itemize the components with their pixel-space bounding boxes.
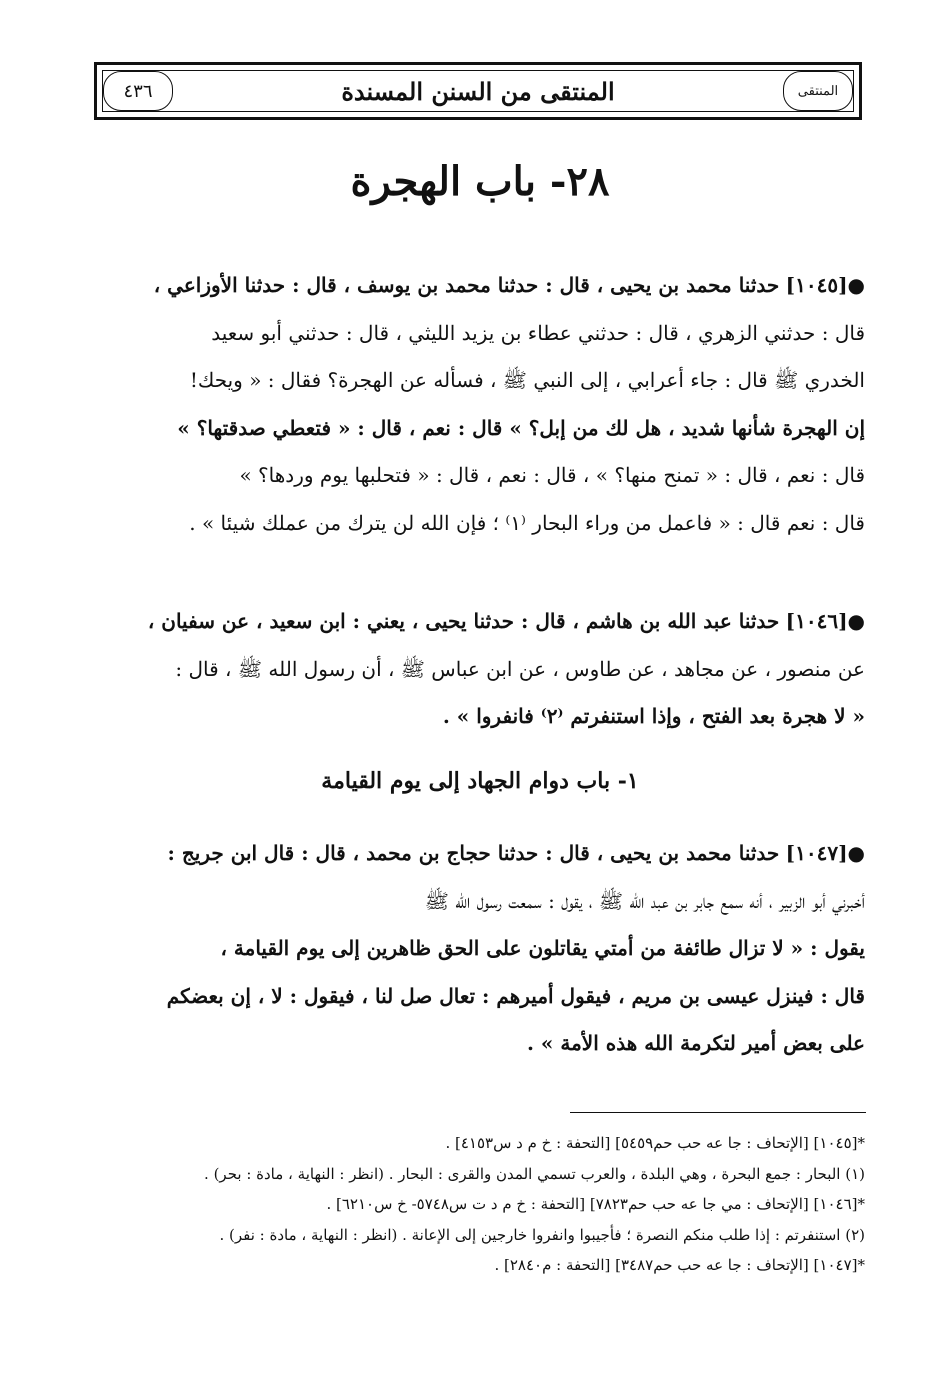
hadith-number: [١٠٤٧] (785, 841, 848, 865)
hadith-number: [١٠٤٦] (785, 609, 848, 633)
hadith-1045 (95, 262, 865, 547)
hadith-line: قال : نعم ، قال : « تمنح منها؟ » ، قال : نعم ، قال : « فتحلبها يوم وردها؟ » (239, 463, 865, 487)
hadith-line (95, 830, 865, 878)
hadith-line (95, 262, 865, 310)
hadith-line: الخدري ﷺ قال : جاء أعرابي ، إلى النبي ﷺ ، فسأله عن الهجرة؟ فقال : « ويحك! (189, 368, 865, 392)
hadith-bullet: ● (847, 609, 865, 633)
emblem-text: المنتقى (797, 83, 839, 99)
chapter-title: ٢٨- باب الهجرة (350, 158, 610, 205)
hadith-text: حدثنا محمد بن يحيى ، قال : حدثنا حجاج بن محمد ، قال : قال ابن جريج : (167, 841, 780, 865)
book-title: المنتقى من السنن المسندة (341, 76, 615, 106)
hadith-1047 (95, 830, 865, 1068)
hadith-line: أخبرني أبو الزبير ، أنه سمع جابر بن عبد الله ﷺ ، يقول : سمعت رسول الله ﷺ (424, 888, 865, 913)
hadith-line: يقول : « لا تزال طائفة من أمتي يقاتلون على الحق ظاهرين إلى يوم القيامة ، (220, 936, 865, 960)
hadith-line: عن منصور ، عن مجاهد ، عن طاوس ، عن ابن عباس ﷺ ، أن رسول الله ﷺ ، قال : (175, 656, 865, 681)
hadith-line (95, 598, 865, 646)
footnote: *[١٠٤٧] [الإتحاف : جا عه حب حم٣٤٨٧] [التحفة : م٢٨٤٠] . (494, 1256, 865, 1274)
section-subheading: ١- باب دوام الجهاد إلى يوم القيامة (321, 768, 639, 794)
hadith-1046 (95, 598, 865, 741)
hadith-line: قال : نعم قال : « فاعمل من وراء البحار ⁽١⁾ ؛ فإن الله لن يترك من عملك شيئا » . (189, 510, 865, 535)
hadith-text: حدثنا عبد الله بن هاشم ، قال : حدثنا يحيى ، يعني : ابن سعيد ، عن سفيان ، (147, 609, 780, 633)
hadith-bullet: ● (847, 273, 865, 297)
page-header (94, 62, 862, 120)
footnotes (95, 1128, 865, 1281)
hadith-text: حدثنا محمد بن يحيى ، قال : حدثنا محمد بن يوسف ، قال : حدثنا الأوزاعي ، (153, 273, 780, 297)
page-number: ٤٣٦ (123, 80, 153, 102)
hadith-line: على بعض أمير لتكرمة الله هذه الأمة » . (526, 1031, 865, 1055)
page-number-cartouche (103, 71, 173, 111)
hadith-bullet: ● (847, 841, 865, 865)
footnote-separator (570, 1112, 866, 1113)
footnote: *[١٠٤٥] [الإتحاف : جا عه حب حم٥٤٥٩] [التحفة : خ م د س٤١٥٣] . (445, 1134, 865, 1152)
footnote: (٢) استنفرتم : إذا طلب منكم النصرة ؛ فأجيبوا وانفروا خارجين إلى الإعانة . (انظر : النهاية ، مادة : نفر) . (219, 1225, 865, 1244)
footnote: (١) البحار : جمع البحرة ، وهي البلدة ، والعرب تسمي المدن والقرى : البحار . (انظر : النهاية ، مادة : بحر) . (204, 1164, 865, 1183)
footnote: *[١٠٤٦] [الإتحاف : مي جا عه حب حم٧٨٢٣] [التحفة : خ م د ت س٥٧٤٨- خ س٦٢١٠] . (326, 1195, 865, 1213)
hadith-line: « لا هجرة بعد الفتح ، وإذا استنفرتم ⁽٢⁾ فانفروا » . (442, 704, 865, 728)
hadith-line: قال : فينزل عيسى بن مريم ، فيقول أميرهم : تعال صل لنا ، فيقول : لا ، إن بعضكم (166, 983, 865, 1008)
emblem-cartouche (783, 71, 853, 111)
hadith-number: [١٠٤٥] (785, 273, 848, 297)
hadith-line: إن الهجرة شأنها شديد ، هل لك من إبل؟ » قال : نعم ، قال : « فتعطي صدقتها؟ » (177, 415, 865, 440)
hadith-line: قال : حدثني الزهري ، قال : حدثني عطاء بن يزيد الليثي ، قال : حدثني أبو سعيد (211, 320, 865, 345)
